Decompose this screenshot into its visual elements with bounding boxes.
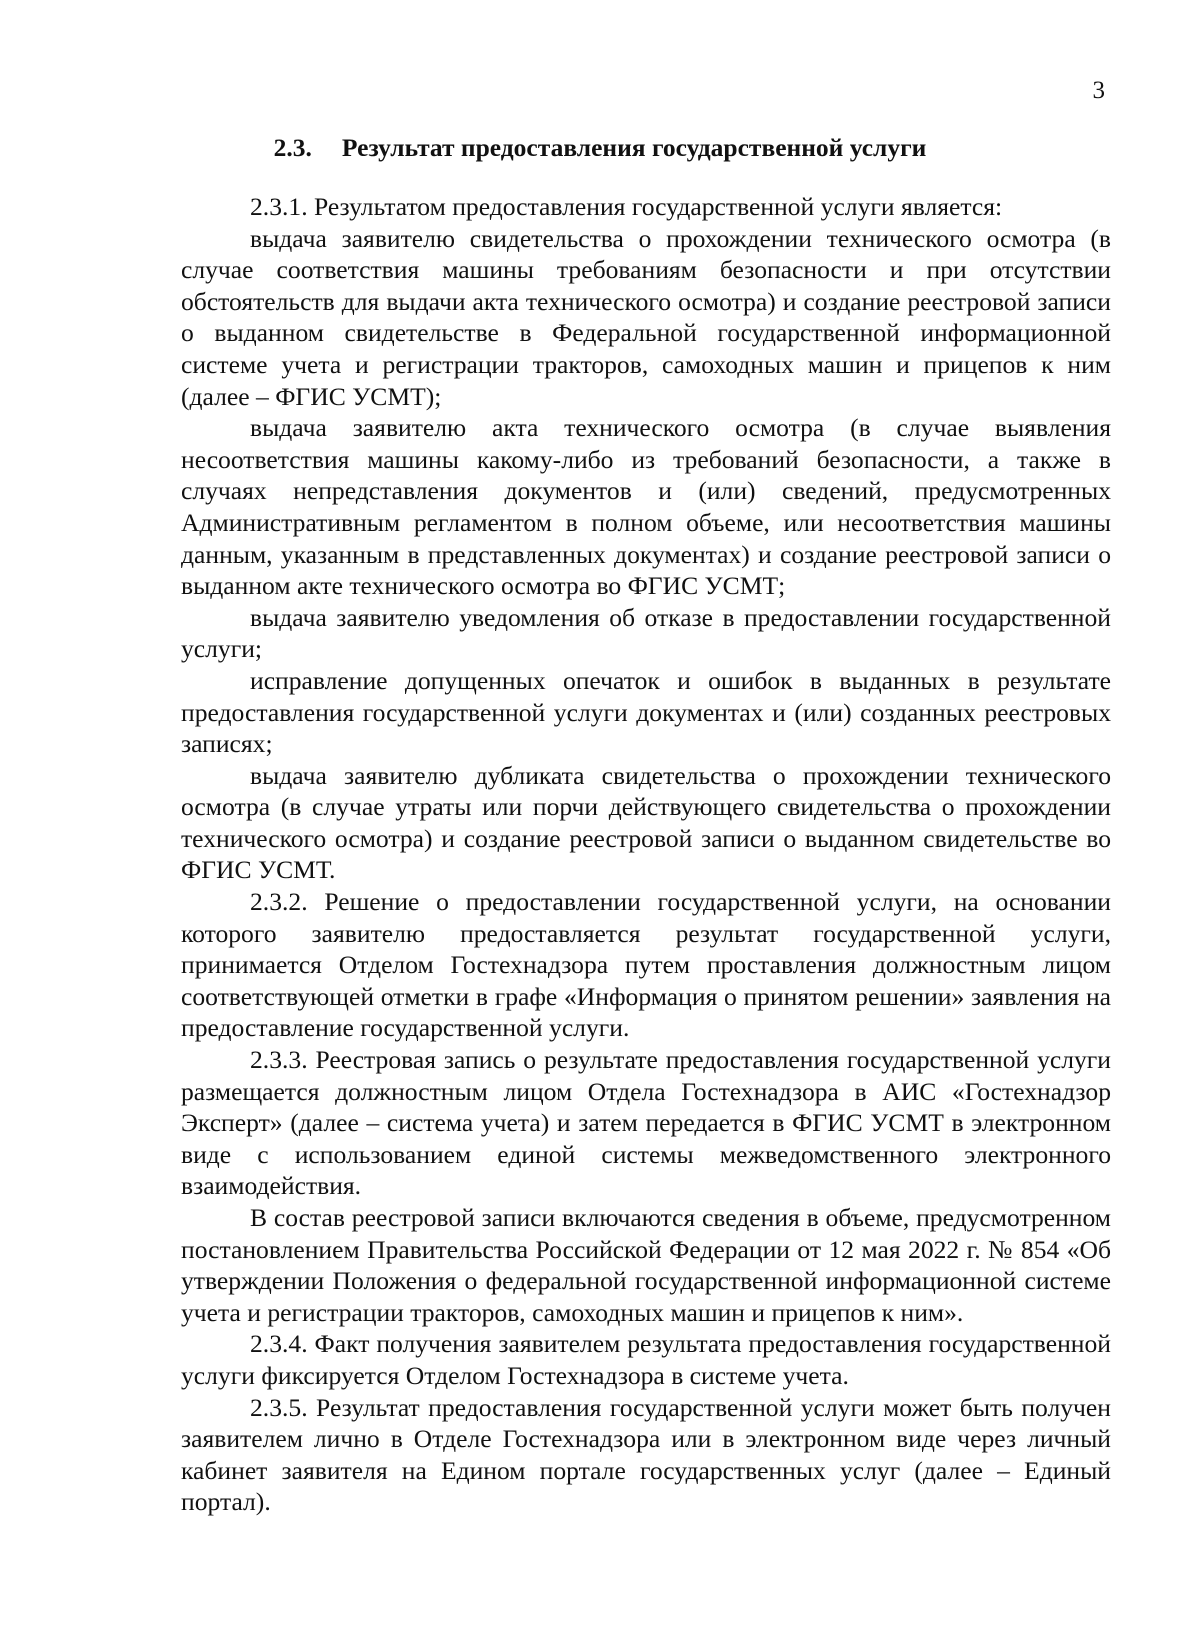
paragraph-result-certificate: выдача заявителю свидетельства о прохождении технического осмотра (в случае соответствия машины требованиям безопасности и при отсутствии обстоятельств для выдачи акта технического осмотра) и создание реестровой записи о выданном свидетельстве в Федеральной государственной информационной системе учета и регистрации тракторов, самоходных машин и прицепов к ним (далее – ФГИС УСМТ); — [181, 223, 1111, 411]
section-heading — [0, 133, 1200, 164]
paragraph-result-corrections: исправление допущенных опечаток и ошибок в выданных в результате предоставления государственной услуги документах и (или) созданных реестровых записях; — [181, 665, 1111, 759]
paragraph-2-3-5: 2.3.5. Результат предоставления государственной услуги может быть получен заявителем лично в Отделе Гостехнадзора или в электронном виде через личный кабинет заявителя на Едином портале государственных услуг (далее – Единый портал). — [181, 1392, 1111, 1517]
section-title: Результат предоставления государственной услуги — [341, 133, 927, 162]
paragraph-result-act: выдача заявителю акта технического осмотра (в случае выявления несоответствия машины какому-либо из требований безопасности, а также в случаях непредставления документов и (или) сведений, предусмотренных Административным регламентом в полном объеме, или несоответствия машины данным, указанным в представленных документах) и создание реестровой записи о выданном акте технического осмотра во ФГИС УСМТ; — [181, 413, 1111, 601]
paragraph-registry-contents: В состав реестровой записи включаются сведения в объеме, предусмотренном постановлением Правительства Российской Федерации от 12 мая 2022 г. № 854 «Об утверждении Положения о федеральной государственной информационной системе учета и регистрации тракторов, самоходных машин и прицепов к ним». — [181, 1203, 1111, 1327]
section-number: 2.3. — [273, 133, 312, 162]
paragraph-result-refusal: выдача заявителю уведомления об отказе в предоставлении государственной услуги; — [181, 602, 1111, 664]
paragraph-2-3-2: 2.3.2. Решение о предоставлении государственной услуги, на основании которого заявителю предоставляется результат государственной услуги, принимается Отделом Гостехнадзора путем проставления должностным лицом соответствующей отметки в графе «Информация о принятом решении» заявления на предоставление государственной услуги. — [181, 887, 1111, 1043]
paragraph-result-duplicate: выдача заявителю дубликата свидетельства о прохождении технического осмотра (в случае утраты или порчи действующего свидетельства о прохождении технического осмотра) и создание реестровой записи о выданном свидетельстве во ФГИС УСМТ. — [181, 760, 1111, 885]
document-body — [181, 191, 1111, 1518]
paragraph-2-3-1: 2.3.1. Результатом предоставления государственной услуги является: — [250, 192, 1003, 221]
page-number: 3 — [1092, 77, 1105, 104]
paragraph-2-3-3: 2.3.3. Реестровая запись о результате предоставления государственной услуги размещается должностным лицом Отдела Гостехнадзора в АИС «Гостехнадзор Эксперт» (далее – система учета) и затем передается в ФГИС УСМТ в электронном виде с использованием единой системы межведомственного электронного взаимодействия. — [181, 1045, 1111, 1201]
paragraph-2-3-4: 2.3.4. Факт получения заявителем результата предоставления государственной услуги фиксируется Отделом Гостехнадзора в системе учета. — [181, 1329, 1111, 1390]
